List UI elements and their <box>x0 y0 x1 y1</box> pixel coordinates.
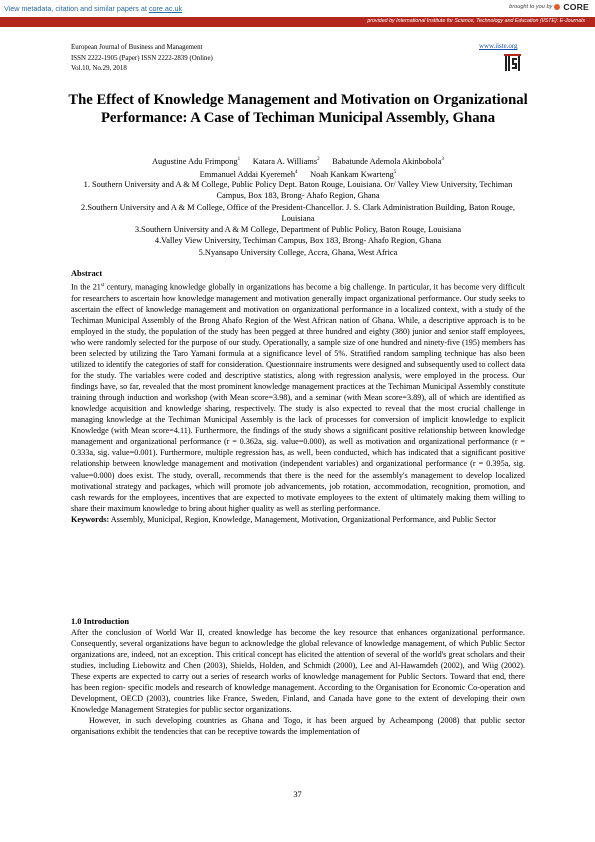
abstract-body <box>71 280 525 525</box>
core-top-bar <box>0 0 595 17</box>
metadata-banner <box>4 4 182 13</box>
core-brand[interactable] <box>509 2 589 12</box>
affiliation-item: 3.Southern University and A & M College, Department of Public Policy, Baton Rouge, Louisiana <box>134 225 462 235</box>
author-sup: 2 <box>317 157 320 162</box>
core-logo-icon <box>554 4 560 10</box>
journal-name: European Journal of Business and Management <box>71 44 203 51</box>
affiliation-item: 2.Southern University and A & M College, Office of the President-Chancellor. J. S. Clark Administration Building, Baton Rouge, Louisiana <box>81 202 515 223</box>
author-name: Katara A. Williams <box>252 156 318 166</box>
author-list <box>68 154 528 180</box>
affiliation-item: 5.Nyansapo University College, Accra, Ghana, West Africa <box>198 247 398 257</box>
introduction-paragraph: After the conclusion of World War II, created knowledge has become the key resource that enhances organizational performance. Consequently, several organizations have begun to acknowledge the global relevance of knowledge management, of which Public Sector organizations are, indeed, not an exception. This critical concept has elicited the attention of several of the world's great scholars and their studies, including Liebowitz and Chen (2003), Shields, Holden, and Schmidt (2000), Lee and Al-Hawamdeh (2002), and Wiig (2002). These experts are expected to carry out a series of research works of knowledge management for Public Sectors. Toward that end, there has been region- specific models and research of knowledge management. According to the Organisation for Economic Co-operation and Development, OECD (2003), countries like France, Sweden, Finland, and Canada have gone to the extent of developing their own Knowledge Management Strategies for public sector organizations. <box>71 628 525 715</box>
author-line-1 <box>68 154 528 167</box>
author-name: Emmanuel Addai Kyeremeh <box>199 169 296 179</box>
introduction-paragraph: However, in such developing countries as Ghana and Togo, it has been argued by Acheampong (2008) that public sector organisations exhibit the tendencies that can be receptive towards the implementation of <box>71 716 525 737</box>
provider-bar <box>0 17 595 27</box>
core-logo-label: CORE <box>563 2 589 12</box>
core-link[interactable]: core.ac.uk <box>148 4 183 13</box>
affiliation-item: 1. Southern University and A & M College, Public Policy Dept. Baton Rouge, Louisiana. Or/ Valley View University, Techiman Campus, Box 183, Brong- Ahafo Region, Ghana <box>83 180 513 201</box>
metadata-banner-text: View metadata, citation and similar papers at <box>4 4 147 13</box>
author-name: Babatunde Ademola Akinbobola <box>332 156 442 166</box>
introduction-heading: 1.0 Introduction <box>71 617 130 626</box>
paper-title: The Effect of Knowledge Management and Motivation on Organizational Performance: A Case of Techiman Municipal Assembly, Ghana <box>68 92 528 126</box>
journal-url-link[interactable]: www.iiste.org <box>479 43 518 50</box>
provider-text: provided by International Institute for Science, Technology and Education (IISTE): E-Journals <box>367 18 585 24</box>
abstract-intro-sup: st <box>100 283 105 288</box>
author-sup: 3 <box>441 157 444 162</box>
author-sup: 5 <box>393 170 397 175</box>
page-number: 37 <box>293 790 302 799</box>
journal-volume: Vol.10, No.29, 2018 <box>71 65 127 73</box>
affiliation-list <box>68 179 528 258</box>
author-name: Augustine Adu Frimpong <box>152 156 238 166</box>
brought-by-text: brought to you by <box>509 4 553 10</box>
keywords-text: Assembly, Municipal, Region, Knowledge, Management, Motivation, Organizational Performance, and Public Sector <box>109 514 496 524</box>
iiste-logo-icon <box>504 54 521 73</box>
journal-issn: ISSN 2222-1905 (Paper) ISSN 2222-2839 (Online) <box>71 54 213 62</box>
journal-header <box>71 43 213 75</box>
abstract-intro: In the 21 <box>71 282 101 292</box>
abstract-text: century, managing knowledge globally in organizations has become a big challenge. In particular, it has become very difficult for researchers to ascertain how knowledge management and motivation generally impact organizational performance. Our study seeks to ascertain the effect of knowledge management and motivation on organizational performance in a localized context, with a study of the Techiman Municipal Assembly of the Brong Ahafo Region of the West African nation of Ghana. While, a descriptive approach is to be employed in the study, the population of the study has been pegged at three hundred and eighty (380) junior and senior staff employees, who were randomly selected for the purpose of our study. Operationally, a sample size of one hundred and ninety-five (195) members has been selected by utilizing the Taro Yamani formula at a significance level of 5%. Stratified random sampling technique has also been utilized to identify the categories of staff for consideration. Questionnaire instruments were designed and subsequently used to collect data for the study. The variables were coded and descriptive statistics, along with regression analysis, were employed in the process. Our findings have, so far, revealed that the most prominent knowledge management practices at the Techiman Municipal Assembly constitute training through induction and workshop (with Mean score=3.98), and a seminar (with Mean score=3.89), all of which are identified as knowledge acquisition and knowledge sharing, respectively. The study is also expected to reveal that the most crucial challenge in managing knowledge at the Techiman Municipal Assembly is the lack of processes for conversion of implicit knowledge to explicit Knowledge (with Mean score=4.11). Furthermore, the findings of the study shows a significant positive relationship between knowledge management and organizational performance (r = 0.362a, sig. value=0.000), as well as motivation and organizational performance (r = 0.333a, sig. value=0.001). Furthermore, multiple regression has, as well, been conducted, which has indicated that a significant positive relationship between knowledge management and motivation (independent variables) and organizational performance (r = 0.395a, sig. value=0.000) does exist. The study, overall, recommends that there is the need for the assembly's management to develop localized motivational strategy and packages, which will promote job advancements, job rotation, accommodation, recognition, promotion, and cash rewards for the employees, incentives that are expected to motivate employees to the extent of ultimately making them willing to share their maximum knowledge to bring about higher quality as well as sterling performance. <box>71 282 526 513</box>
keywords-label: Keywords: <box>71 514 110 524</box>
author-sup: 4 <box>295 170 298 175</box>
introduction-body <box>71 627 525 737</box>
author-name: Noah Kankam Kwarteng <box>310 169 394 179</box>
affiliation-item: 4.Valley View University, Techiman Campus, Box 183, Brong- Ahafo Region, Ghana <box>154 236 442 246</box>
abstract-heading: Abstract <box>71 269 103 278</box>
author-sup: 1 <box>237 157 241 162</box>
